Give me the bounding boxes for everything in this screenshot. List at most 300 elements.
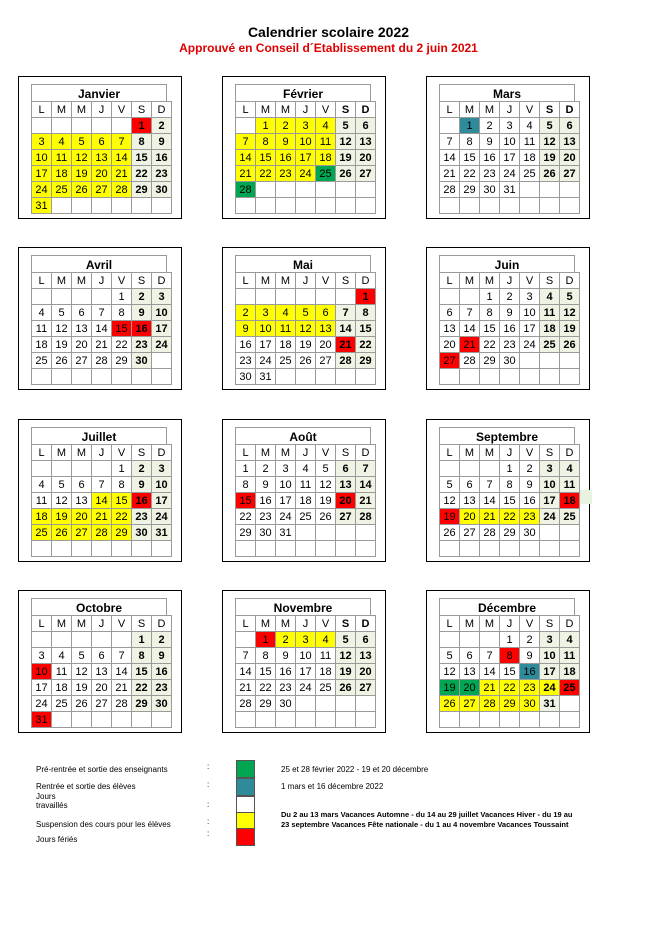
day-cell: 5 [336,118,356,134]
month-days-grid [439,272,580,385]
day-cell: 17 [256,337,276,353]
month-name: Novembre [235,598,371,615]
legend-label-workdays-1: Jours [36,792,56,801]
day-cell: 28 [112,696,132,712]
day-cell [52,118,72,134]
day-cell: 20 [460,680,480,696]
day-header: M [256,616,276,632]
day-cell: 25 [52,696,72,712]
month-name: Janvier [31,84,167,101]
day-cell [112,118,132,134]
day-cell: 26 [316,509,336,525]
day-cell: 15 [500,493,520,509]
day-header: S [132,445,152,461]
day-cell [440,118,460,134]
day-cell: 10 [520,305,540,321]
day-cell: 2 [520,461,540,477]
day-cell: 23 [276,166,296,182]
day-cell: 6 [72,305,92,321]
day-header: M [256,445,276,461]
day-cell: 30 [480,182,500,198]
day-cell: 30 [236,369,256,385]
day-header: M [256,273,276,289]
day-cell: 12 [316,477,336,493]
day-cell: 29 [356,353,376,369]
day-cell: 3 [256,305,276,321]
day-header: L [236,102,256,118]
day-cell: 5 [440,477,460,493]
day-cell: 29 [460,182,480,198]
day-cell: 9 [132,305,152,321]
day-cell: 31 [500,182,520,198]
day-cell: 9 [236,321,256,337]
day-header: D [152,445,172,461]
day-cell: 16 [520,493,540,509]
day-cell: 12 [72,150,92,166]
day-header: S [336,445,356,461]
day-cell [296,198,316,214]
day-cell: 20 [356,150,376,166]
day-cell: 19 [440,680,460,696]
day-cell [236,118,256,134]
day-cell: 20 [92,166,112,182]
day-cell: 29 [112,353,132,369]
day-cell [336,696,356,712]
day-cell [276,541,296,557]
day-cell [460,289,480,305]
day-cell [500,369,520,385]
day-cell: 12 [440,664,460,680]
day-cell: 8 [500,477,520,493]
day-cell: 19 [440,509,460,525]
day-cell: 24 [152,337,172,353]
day-cell: 26 [296,353,316,369]
day-cell [112,369,132,385]
day-cell: 10 [296,134,316,150]
day-cell [440,198,460,214]
day-cell: 13 [336,477,356,493]
day-header: V [112,445,132,461]
day-cell [132,198,152,214]
day-cell: 31 [276,525,296,541]
day-cell: 1 [460,118,480,134]
month-days-grid [235,101,376,214]
day-cell: 18 [316,150,336,166]
day-cell: 4 [520,118,540,134]
day-cell: 15 [256,664,276,680]
day-cell: 30 [520,696,540,712]
day-cell [72,369,92,385]
day-cell [276,198,296,214]
day-cell: 28 [460,353,480,369]
month-name: Juin [439,255,575,272]
day-cell: 8 [256,648,276,664]
day-cell: 9 [276,648,296,664]
day-header: V [520,102,540,118]
day-cell [112,541,132,557]
day-header: J [500,616,520,632]
day-cell: 14 [92,493,112,509]
day-cell: 12 [540,134,560,150]
day-cell [336,369,356,385]
day-cell: 31 [152,525,172,541]
day-cell: 22 [132,166,152,182]
day-cell: 31 [32,198,52,214]
day-cell [440,461,460,477]
day-header: J [500,445,520,461]
day-cell: 27 [92,182,112,198]
day-cell: 28 [336,353,356,369]
day-cell: 18 [276,337,296,353]
day-cell: 21 [112,680,132,696]
day-cell: 11 [52,664,72,680]
day-cell: 4 [32,305,52,321]
day-cell: 30 [152,182,172,198]
day-header: S [540,102,560,118]
day-cell [92,369,112,385]
day-cell: 20 [440,337,460,353]
month-name: Octobre [31,598,167,615]
day-cell: 6 [460,477,480,493]
day-cell: 25 [316,166,336,182]
day-cell: 26 [440,525,460,541]
day-cell: 21 [480,509,500,525]
month-name: Juillet [31,427,167,444]
day-cell: 17 [152,321,172,337]
day-cell: 27 [336,509,356,525]
day-cell: 29 [132,182,152,198]
legend-colon: : [207,829,210,838]
day-cell: 25 [52,182,72,198]
day-cell [52,632,72,648]
day-header: V [112,273,132,289]
day-cell [52,289,72,305]
day-cell: 19 [336,664,356,680]
legend-text-students: 1 mars et 16 décembre 2022 [281,782,384,791]
day-cell: 6 [460,648,480,664]
day-cell [560,525,580,541]
day-cell: 16 [132,493,152,509]
day-header: S [540,445,560,461]
day-cell: 7 [480,477,500,493]
day-cell [540,182,560,198]
month-name: Août [235,427,371,444]
day-header: M [480,616,500,632]
day-cell [520,369,540,385]
day-cell: 17 [500,150,520,166]
day-header: L [236,445,256,461]
day-cell: 24 [256,353,276,369]
day-cell [316,289,336,305]
day-cell: 4 [32,477,52,493]
legend-label-students: Rentrée et sortie des élèves [36,782,136,791]
day-cell [460,632,480,648]
day-cell: 10 [276,477,296,493]
day-cell [236,632,256,648]
day-cell: 9 [152,134,172,150]
day-cell: 11 [276,321,296,337]
day-cell: 13 [72,493,92,509]
day-cell [152,353,172,369]
day-cell [256,541,276,557]
day-cell [540,353,560,369]
day-cell: 22 [112,509,132,525]
day-cell: 24 [296,680,316,696]
day-cell: 14 [236,664,256,680]
day-cell: 7 [236,134,256,150]
day-cell: 22 [112,337,132,353]
day-cell: 7 [336,305,356,321]
day-cell: 10 [152,305,172,321]
day-header: D [560,273,580,289]
day-cell: 26 [52,353,72,369]
day-cell: 9 [256,477,276,493]
day-cell: 5 [540,118,560,134]
day-cell [276,182,296,198]
day-cell: 19 [72,166,92,182]
day-cell: 2 [480,118,500,134]
day-cell: 23 [132,337,152,353]
day-cell: 14 [460,321,480,337]
day-header: J [296,445,316,461]
month-2 [222,76,386,219]
day-cell: 25 [316,680,336,696]
day-cell: 30 [500,353,520,369]
day-header: M [256,102,276,118]
day-cell [256,182,276,198]
day-cell [52,461,72,477]
month-days-grid [439,615,580,728]
day-cell [540,369,560,385]
day-cell: 13 [92,150,112,166]
day-cell: 25 [520,166,540,182]
day-cell: 14 [236,150,256,166]
day-cell: 13 [460,493,480,509]
day-cell: 21 [92,509,112,525]
day-cell [460,461,480,477]
day-cell: 26 [72,182,92,198]
day-cell: 21 [112,166,132,182]
day-cell: 21 [356,493,376,509]
day-cell: 13 [356,134,376,150]
day-cell: 2 [520,632,540,648]
day-cell: 14 [336,321,356,337]
day-cell: 19 [560,321,580,337]
legend-label-workdays-2: travaillés [36,801,68,810]
day-cell: 10 [32,664,52,680]
month-name: Mai [235,255,371,272]
month-12 [426,590,590,733]
stray-cell [580,490,592,504]
day-cell: 18 [316,664,336,680]
day-cell: 25 [560,680,580,696]
day-cell: 6 [356,632,376,648]
month-3 [426,76,590,219]
day-cell [256,289,276,305]
day-cell: 2 [132,289,152,305]
day-header: V [112,616,132,632]
day-cell: 2 [152,118,172,134]
day-cell [540,198,560,214]
day-cell [92,289,112,305]
month-days-grid [235,272,376,385]
day-header: L [440,445,460,461]
day-header: D [152,616,172,632]
day-cell: 21 [460,337,480,353]
day-cell: 19 [72,680,92,696]
legend-swatch-red [236,828,255,846]
legend-colon: : [207,800,210,809]
day-cell [296,712,316,728]
day-cell [480,461,500,477]
day-cell: 30 [132,353,152,369]
page-subtitle: Approuvé en Conseil d´Etablissement du 2 juin 2021 [179,41,478,55]
day-header: D [356,273,376,289]
day-cell [52,712,72,728]
day-cell [540,541,560,557]
day-cell: 10 [500,134,520,150]
day-cell [72,712,92,728]
day-cell: 31 [32,712,52,728]
day-cell: 10 [540,477,560,493]
day-cell: 11 [316,648,336,664]
day-cell: 5 [336,632,356,648]
day-cell: 14 [112,664,132,680]
day-cell: 13 [356,648,376,664]
day-cell: 24 [540,680,560,696]
day-header: D [356,616,376,632]
day-cell: 13 [316,321,336,337]
day-header: M [276,616,296,632]
day-header: M [276,102,296,118]
day-cell: 16 [500,321,520,337]
legend-label-holidays: Jours fériés [36,835,78,844]
day-header: S [132,102,152,118]
day-header: L [440,273,460,289]
day-cell: 1 [480,289,500,305]
day-header: J [500,273,520,289]
day-cell: 17 [32,166,52,182]
day-cell [32,369,52,385]
day-cell: 11 [32,493,52,509]
day-cell: 12 [336,648,356,664]
day-cell: 8 [112,477,132,493]
day-cell [152,369,172,385]
day-cell: 5 [316,461,336,477]
day-cell [356,712,376,728]
day-cell: 20 [72,337,92,353]
day-cell: 15 [112,493,132,509]
day-cell: 9 [132,477,152,493]
day-cell [520,712,540,728]
day-cell: 11 [540,305,560,321]
day-header: M [460,445,480,461]
day-cell: 7 [92,477,112,493]
day-header: V [316,616,336,632]
day-header: M [72,273,92,289]
month-4 [18,247,182,390]
day-cell: 11 [32,321,52,337]
day-cell: 2 [236,305,256,321]
day-header: J [296,273,316,289]
day-cell: 27 [356,166,376,182]
day-cell: 5 [296,305,316,321]
day-cell: 11 [52,150,72,166]
day-cell: 26 [72,696,92,712]
day-cell [132,541,152,557]
day-header: L [32,616,52,632]
day-cell: 12 [440,493,460,509]
day-cell: 24 [152,509,172,525]
day-cell [560,369,580,385]
day-cell: 16 [152,150,172,166]
day-cell [356,198,376,214]
legend-swatch-blue [236,778,255,796]
day-cell [152,712,172,728]
day-cell [560,541,580,557]
day-header: M [460,616,480,632]
day-cell: 21 [336,337,356,353]
day-cell: 14 [440,150,460,166]
day-cell: 28 [236,696,256,712]
day-cell: 6 [336,461,356,477]
day-cell: 8 [460,134,480,150]
day-cell: 17 [296,150,316,166]
day-cell: 3 [296,118,316,134]
day-cell: 16 [480,150,500,166]
legend-text-suspension: Du 2 au 13 mars Vacances Automne - du 14 au 29 juillet Vacances Hiver - du 19 au 23 septembre Vacances Fête nationale - du 1 au 4 novembre Vacances Toussaint [281,810,573,829]
day-header: L [440,102,460,118]
day-cell: 11 [296,477,316,493]
day-cell [500,541,520,557]
day-cell: 30 [132,525,152,541]
day-cell: 27 [460,696,480,712]
day-cell: 2 [500,289,520,305]
day-cell: 4 [296,461,316,477]
day-cell: 19 [540,150,560,166]
day-cell [92,118,112,134]
day-cell [236,712,256,728]
day-cell: 12 [560,305,580,321]
day-cell [356,696,376,712]
day-cell: 11 [520,134,540,150]
day-header: M [52,273,72,289]
day-cell: 13 [440,321,460,337]
day-cell: 1 [132,118,152,134]
day-cell: 15 [132,150,152,166]
day-cell: 21 [236,680,256,696]
day-cell [336,182,356,198]
day-header: M [276,445,296,461]
day-cell: 25 [540,337,560,353]
day-cell: 7 [356,461,376,477]
day-cell: 22 [460,166,480,182]
day-cell: 6 [316,305,336,321]
day-cell: 15 [460,150,480,166]
day-cell: 3 [520,289,540,305]
day-cell [52,198,72,214]
day-cell: 28 [440,182,460,198]
day-cell [316,696,336,712]
day-cell: 1 [112,289,132,305]
day-cell [440,712,460,728]
month-1 [18,76,182,219]
day-cell [32,461,52,477]
legend-colon: : [207,817,210,826]
day-header: D [356,445,376,461]
day-cell: 5 [440,648,460,664]
day-header: J [92,102,112,118]
